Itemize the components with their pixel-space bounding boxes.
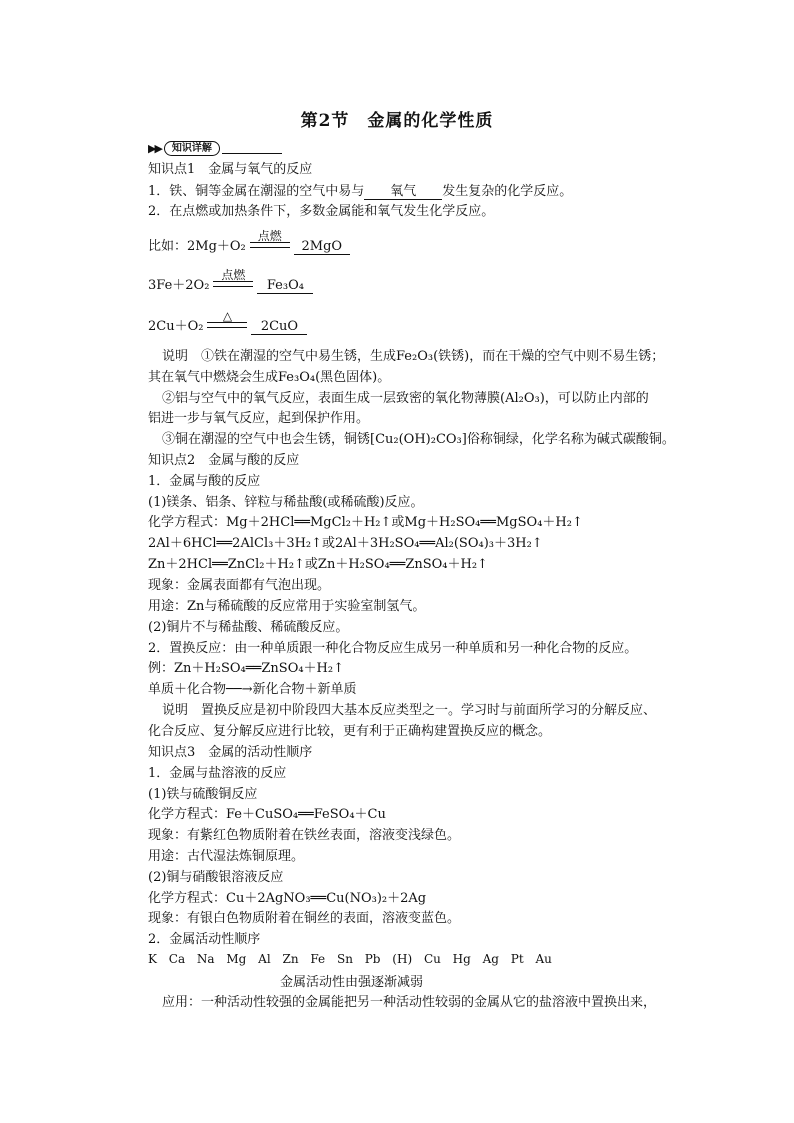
equation-mg: [148, 228, 350, 256]
kp3-equation-1: 化学方程式：Fe＋CuSO₄══FeSO₄＋Cu: [148, 807, 386, 822]
kp1-line1-pre: 1．铁、铜等金属在潮湿的空气中易与: [148, 184, 365, 199]
condition-label: 点燃: [221, 267, 246, 282]
kp2-example: 例：Zn＋H₂SO₄══ZnSO₄＋H₂↑: [148, 661, 345, 676]
kp2-phenomenon: 现象：金属表面都有气泡出现。: [148, 578, 331, 593]
double-arrow-icon: ▶▶: [148, 141, 161, 155]
condition-sign: [213, 267, 253, 291]
kp3-equation-2: 化学方程式：Cu＋2AgNO₃══Cu(NO₃)₂＋2Ag: [148, 891, 427, 906]
kp1-note2b: 铝进一步与氧气反应，起到保护作用。: [148, 411, 370, 426]
kp2-equation-b: 2Al＋6HCl══2AlCl₃＋3H₂↑或2Al＋3H₂SO₄══Al₂(SO₄)₃＋3H₂↑: [148, 536, 543, 551]
page-title: 第2节 金属的化学性质: [300, 111, 494, 131]
kp1-line1: [148, 183, 572, 201]
answer-blank-cuo: 2CuO: [251, 319, 307, 335]
kp2-line2: (1)镁条、铝条、锌粒与稀盐酸(或稀硫酸)反应。: [148, 495, 424, 510]
condition-sign: [207, 308, 247, 332]
badge-rule: [222, 153, 282, 154]
activity-series: K Ca Na Mg Al Zn Fe Sn Pb (H) Cu Hg Ag Pt Au: [148, 952, 552, 966]
equation-fe-left: 3Fe＋2O₂: [148, 278, 210, 293]
kp2-note-b: 化合反应、复分解反应进行比较，更有利于正确构建置换反应的概念。: [148, 724, 552, 739]
kp3-application: 应用：一种活动性较强的金属能把另一种活动性较弱的金属从它的盐溶液中置换出来，: [162, 995, 657, 1010]
kp3-phenomenon-2: 现象：有银白色物质附着在铜丝的表面，溶液变蓝色。: [148, 911, 461, 926]
answer-blank-fe3o4: Fe₃O₄: [257, 278, 313, 294]
answer-blank-oxygen: 氧气: [364, 184, 442, 200]
answer-blank-mgo: 2MgO: [294, 239, 350, 255]
equation-cu-left: 2Cu＋O₂: [148, 319, 204, 334]
condition-sign: [250, 228, 290, 252]
kp2-equation-a: 化学方程式：Mg＋2HCl══MgCl₂＋H₂↑或Mg＋H₂SO₄══MgSO₄＋H₂↑: [148, 515, 583, 530]
section-badge: [148, 140, 282, 156]
kp1-note1a: 说明 ①铁在潮湿的空气中易生锈，生成Fe₂O₃(铁锈)，而在干燥的空气中则不易生锈；: [162, 349, 665, 364]
kp1-line1-post: 发生复杂的化学反应。: [442, 184, 573, 199]
condition-label: 点燃: [257, 228, 282, 243]
kp2-line4: 2．置换反应：由一种单质跟一种化合物反应生成另一种单质和另一种化合物的反应。: [148, 641, 638, 656]
activity-trend: 金属活动性由强逐渐减弱: [280, 975, 424, 990]
kp2-heading: 知识点2 金属与酸的反应: [148, 453, 300, 468]
kp3-phenomenon-1: 现象：有紫红色物质附着在铁丝表面，溶液变浅绿色。: [148, 828, 461, 843]
equation-fe: [148, 267, 313, 295]
kp2-line3: (2)铜片不与稀盐酸、稀硫酸反应。: [148, 620, 349, 635]
equation-mg-left: 比如：2Mg＋O₂: [148, 239, 246, 254]
kp1-note3: ③铜在潮湿的空气中也会生锈，铜锈[Cu₂(OH)₂CO₃]俗称铜绿，化学名称为碱式碳酸铜。: [162, 432, 675, 447]
equation-cu: [148, 308, 307, 336]
kp2-equation-c: Zn＋2HCl══ZnCl₂＋H₂↑或Zn＋H₂SO₄══ZnSO₄＋H₂↑: [148, 557, 488, 572]
kp3-line4: 2．金属活动性顺序: [148, 932, 261, 947]
kp3-line2: (1)铁与硫酸铜反应: [148, 787, 258, 802]
kp2-note-a: 说明 置换反应是初中阶段四大基本反应类型之一。学习时与前面所学习的分解反应、: [162, 703, 657, 718]
kp1-note1b: 其在氧气中燃烧会生成Fe₃O₄(黑色固体)。: [148, 370, 391, 385]
kp3-use-1: 用途：古代湿法炼铜原理。: [148, 849, 305, 864]
kp3-line3: (2)铜与硝酸银溶液反应: [148, 870, 284, 885]
kp1-heading: 知识点1 金属与氧气的反应: [148, 162, 313, 177]
kp3-line1: 1．金属与盐溶液的反应: [148, 766, 287, 781]
kp2-general-form: 单质＋化合物──→新化合物＋新单质: [148, 682, 357, 697]
kp1-line2: 2．在点燃或加热条件下，多数金属能和氧气发生化学反应。: [148, 204, 495, 219]
condition-label: △: [222, 308, 233, 323]
kp3-heading: 知识点3 金属的活动性顺序: [148, 745, 313, 760]
kp2-use: 用途：Zn与稀硫酸的反应常用于实验室制氢气。: [148, 599, 426, 614]
badge-label: 知识详解: [164, 141, 220, 156]
kp2-line1: 1．金属与酸的反应: [148, 474, 261, 489]
kp1-note2a: ②铝与空气中的氧气反应，表面生成一层致密的氧化物薄膜(Al₂O₃)，可以防止内部的: [162, 391, 649, 406]
